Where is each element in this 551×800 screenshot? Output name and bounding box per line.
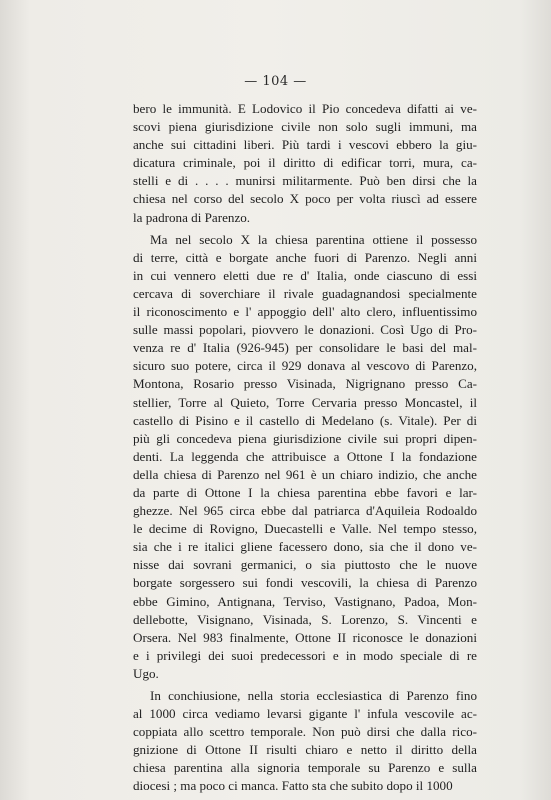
text-line: sulle massi popolari, piovvero le donazioni. Così Ugo di Pro- (133, 322, 477, 338)
text-line: in cui vennero eletti due re d' Italia, onde ciascuno di essi (133, 267, 477, 283)
text-line: più gli concedeva piena giurisdizione civile sui propri dipen- (133, 430, 477, 446)
text-line: al 1000 circa vediamo levarsi gigante l' infula vescovile ac- (133, 706, 477, 722)
text-line: Ugo. (133, 665, 159, 681)
text-line: Ma nel secolo X la chiesa parentina ottiene il possesso (150, 231, 477, 247)
text-line: chiesa nel corso del secolo X poco per volta riuscì ad essere (133, 191, 477, 207)
paragraph (133, 100, 477, 227)
body-text (133, 100, 477, 796)
text-line: anche sui cittadini liberi. Più tardi i vescovi ebbero la giu- (133, 137, 477, 153)
text-line: stellier, Torre al Quieto, Torre Cervaria presso Moncastel, il (133, 394, 477, 410)
paragraph (133, 231, 477, 683)
text-line: denti. La leggenda che attribuisce a Ottone I la fondazione (133, 448, 477, 464)
text-line: cercava di soverchiare il rivale guadagnandosi specialmente (133, 285, 477, 301)
text-line: la padrona di Parenzo. (133, 209, 251, 225)
text-line: ebbe Gimino, Antignana, Terviso, Vastignano, Padoa, Mon- (133, 593, 477, 609)
text-line: In conchiusione, nella storia ecclesiastica di Parenzo fino (150, 688, 477, 703)
text-line: gnizione di Ottone II risulti chiaro e netto il diritto della (133, 742, 477, 758)
text-line: bero le immunità. E Lodovico il Pio concedeva difatti ai ve- (133, 101, 477, 116)
text-line: Montona, Rosario presso Visinada, Nigrignano presso Ca- (133, 376, 477, 392)
text-line: coppiata allo scettro temporale. Non può dirsi che dalla rico- (133, 724, 477, 740)
text-line: chiesa parentina alla signoria temporale su Parenzo e sulla (133, 760, 477, 776)
text-line: Orsera. Nel 983 finalmente, Ottone II riconosce le donazioni (133, 629, 477, 645)
page-number: — 104 — (244, 74, 307, 89)
text-line: di terre, città e borgate anche fuori di Parenzo. Negli anni (133, 249, 477, 265)
paragraph (133, 687, 477, 796)
text-line: e i privilegi dei suoi predecessori e in modo speciale di re (133, 647, 477, 663)
text-line: scovi piena giurisdizione civile non solo sugli immuni, ma (133, 119, 477, 135)
text-line: il riconoscimento e l' appoggio dell' alto clero, influentissimo (133, 304, 477, 320)
text-line: ghezze. Nel 965 circa ebbe dal patriarca d'Aquileia Rodoaldo (133, 503, 477, 519)
text-line: nisse dai sovrani germanici, o sia piuttosto che le nuove (133, 557, 477, 573)
text-line: dicatura criminale, poi il diritto di edificar torri, mura, ca- (133, 155, 477, 171)
text-line: stelli e di . . . . munirsi militarmente. Può ben dirsi che la (133, 173, 477, 189)
text-line: da parte di Ottone I la chiesa parentina ebbe favori e lar- (133, 484, 477, 500)
text-line: le decime di Rovigno, Duecastelli e Valle. Nel tempo stesso, (133, 521, 477, 537)
text-line: della chiesa di Parenzo nel 961 è un chiaro indizio, che anche (133, 466, 477, 482)
text-line: venza re d' Italia (926-945) per consolidare le basi del mal- (133, 340, 477, 356)
text-line: castello di Pisino e il castello di Medelano (s. Vitale). Per di (133, 412, 477, 428)
text-line: dellebotte, Visignano, Visinada, S. Lorenzo, S. Vincenti e (133, 611, 477, 627)
text-line: diocesi ; ma poco ci manca. Fatto sta che subito dopo il 1000 (133, 778, 453, 794)
text-line: sicuro suo potere, circa il 929 donava al vescovo di Parenzo, (133, 358, 477, 374)
text-line: sia che i re italici gliene facessero dono, sia che il dono ve- (133, 539, 477, 555)
text-line: borgate sorgessero sui fondi vescovili, la chiesa di Parenzo (133, 575, 477, 591)
